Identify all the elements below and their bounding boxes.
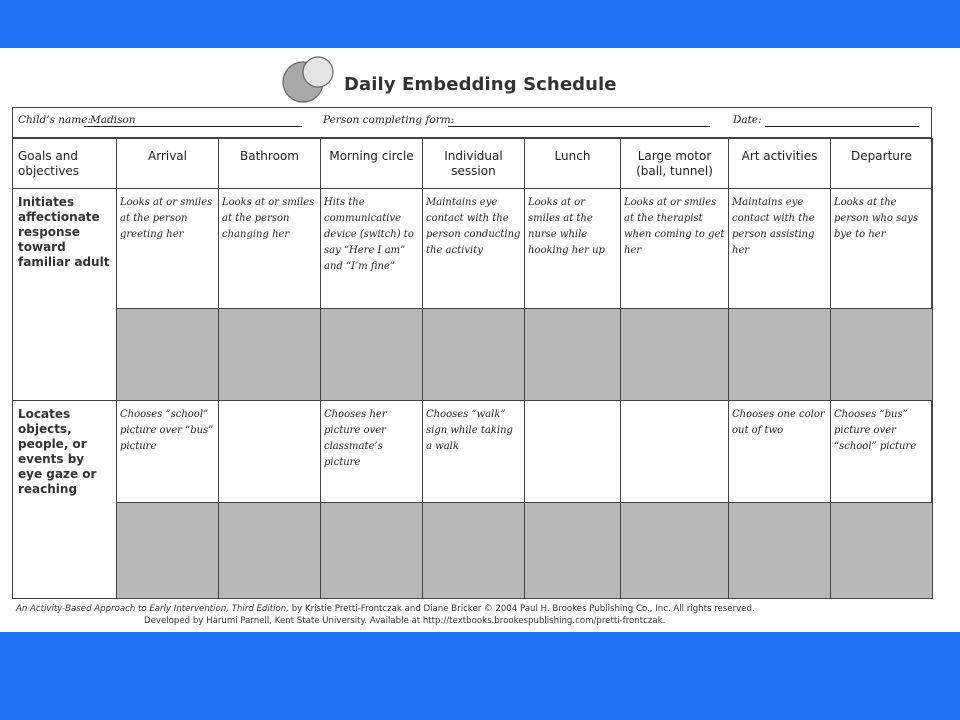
shaded-row xyxy=(13,503,933,599)
shaded-cell xyxy=(321,503,423,599)
form-title: Daily Embedding Schedule xyxy=(344,74,617,95)
shaded-cell xyxy=(423,503,525,599)
copyright-credit xyxy=(16,603,936,627)
shaded-cell xyxy=(525,503,621,599)
activity-cell: Looks at or smiles at the therapist when coming to get her xyxy=(621,189,729,309)
col-header-large-motor: Large motor (ball, tunnel) xyxy=(621,139,729,189)
col-header-morning-circle: Morning circle xyxy=(321,139,423,189)
activity-cell: Looks at the person who says bye to her xyxy=(831,189,933,309)
col-header-goals: Goals and objectives xyxy=(13,139,117,189)
shaded-cell xyxy=(219,503,321,599)
date-line xyxy=(765,126,919,127)
overlapping-circles-logo xyxy=(281,55,337,103)
activity-cell xyxy=(621,401,729,503)
childs-name-value: Madison xyxy=(90,114,136,126)
activity-cell: Chooses “walk” sign while taking a walk xyxy=(423,401,525,503)
goal-cell-continued xyxy=(13,503,117,599)
person-completing-line xyxy=(448,126,710,127)
col-header-departure: Departure xyxy=(831,139,933,189)
col-header-individual-session: Individual session xyxy=(423,139,525,189)
shaded-cell xyxy=(117,309,219,401)
activity-cell: Maintains eye contact with the person conducting the activity xyxy=(423,189,525,309)
childs-name-label: Child’s name: xyxy=(18,114,92,126)
header-row xyxy=(13,139,933,189)
activity-cell: Chooses “bus” picture over “school” picture xyxy=(831,401,933,503)
activity-cell xyxy=(525,401,621,503)
schedule-table xyxy=(12,138,933,599)
shaded-cell xyxy=(621,503,729,599)
col-header-art-activities: Art activities xyxy=(729,139,831,189)
col-header-lunch: Lunch xyxy=(525,139,621,189)
activity-cell: Hits the communicative device (switch) to say “Here I am” and “I’m fine” xyxy=(321,189,423,309)
shaded-cell xyxy=(219,309,321,401)
credit-authors: by Kristie Pretti-Frontczak and Diane Bricker © 2004 Paul H. Brookes Publishing Co., Inc. All rights reserved. xyxy=(288,604,755,614)
activity-cell: Chooses one color out of two xyxy=(729,401,831,503)
shaded-cell xyxy=(729,309,831,401)
table-row xyxy=(13,401,933,503)
shaded-row xyxy=(13,309,933,401)
shaded-cell xyxy=(423,309,525,401)
goal-cell-continued xyxy=(13,309,117,401)
activity-cell: Looks at or smiles at the nurse while hooking her up xyxy=(525,189,621,309)
date-label: Date: xyxy=(733,114,762,126)
activity-cell: Looks at or smiles at the person greeting her xyxy=(117,189,219,309)
activity-cell: Chooses “school” picture over “bus” picture xyxy=(117,401,219,503)
shaded-cell xyxy=(831,503,933,599)
shaded-cell xyxy=(621,309,729,401)
childs-name-line xyxy=(84,126,302,127)
activity-cell: Maintains eye contact with the person assisting her xyxy=(729,189,831,309)
shaded-cell xyxy=(117,503,219,599)
shaded-cell xyxy=(831,309,933,401)
col-header-arrival: Arrival xyxy=(117,139,219,189)
activity-cell: Chooses her picture over classmate’s picture xyxy=(321,401,423,503)
activity-cell: Looks at or smiles at the person changing her xyxy=(219,189,321,309)
goal-cell: Initiates affectionate response toward familiar adult xyxy=(13,189,117,309)
activity-cell xyxy=(219,401,321,503)
credit-line-1 xyxy=(16,604,755,614)
shaded-cell xyxy=(321,309,423,401)
shaded-cell xyxy=(729,503,831,599)
book-title: An Activity-Based Approach to Early Intervention, Third Edition, xyxy=(16,604,289,614)
table-row xyxy=(13,189,933,309)
bottom-blue-band xyxy=(0,632,960,720)
shaded-cell xyxy=(525,309,621,401)
person-completing-label: Person completing form: xyxy=(323,114,455,126)
form-info-row xyxy=(12,107,932,138)
goal-cell: Locates objects, people, or events by eye gaze or reaching xyxy=(13,401,117,503)
col-header-bathroom: Bathroom xyxy=(219,139,321,189)
top-blue-band xyxy=(0,0,960,48)
credit-line-2: Developed by Harumi Parnell, Kent State University. Available at http://textbooks.brookespublishing.com/pretti-frontczak. xyxy=(144,616,666,626)
